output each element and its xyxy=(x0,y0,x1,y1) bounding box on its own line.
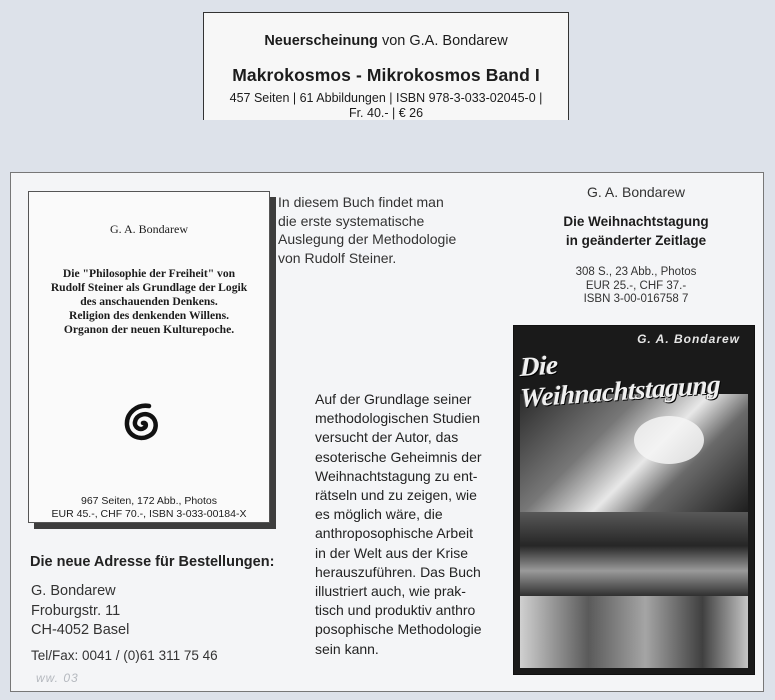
description-line: methodologischen Studien xyxy=(315,410,481,427)
announcement-lead-bold: Neuerscheinung xyxy=(264,33,378,49)
announcement-title: Makrokosmos - Mikrokosmos Band I xyxy=(232,65,540,85)
description-line: versucht der Autor, das xyxy=(315,429,459,446)
description-line: illustriert auch, wie prak- xyxy=(315,583,466,600)
handwritten-note: ww. 03 xyxy=(36,671,79,685)
announcement-meta xyxy=(214,91,558,121)
description-line: in der Welt aus der Krise xyxy=(315,544,469,561)
cover-light-glow xyxy=(634,416,704,464)
description-line: posophische Methodologie xyxy=(315,621,482,638)
description-line: Weihnachtstagung zu ent- xyxy=(315,467,478,484)
book1-subtitle-line: Organon der neuen Kulturepoche. xyxy=(63,323,235,336)
announcement-lead xyxy=(204,33,568,49)
address-line: Froburgstr. 11 xyxy=(31,602,121,619)
description-line: herauszuführen. Das Buch xyxy=(315,563,481,580)
book2-author: G. A. Bondarew xyxy=(586,184,686,200)
intro-line: die erste systematische xyxy=(278,212,425,229)
book1-subtitle-line: des anschauenden Denkens. xyxy=(80,295,218,308)
description-line: anthroposophische Arbeit xyxy=(315,525,473,542)
book1-subtitle-line: Religion des denkenden Willens. xyxy=(69,309,229,322)
description-line: sein kann. xyxy=(315,640,379,657)
book2-meta-line3: ISBN 3-00-016758 7 xyxy=(583,293,689,305)
cover-photo-sky xyxy=(520,394,748,512)
address-block xyxy=(31,582,129,641)
cover-photo-building xyxy=(520,512,748,596)
book2-meta xyxy=(516,266,756,307)
book2-cover-image xyxy=(513,325,755,675)
address-line: G. Bondarew xyxy=(31,583,116,599)
description-line: Auf der Grundlage seiner xyxy=(315,391,472,407)
description-line: rätseln und zu zeigen, wie xyxy=(315,487,477,504)
spiral-icon xyxy=(117,397,169,449)
book1-subtitle-line: Rudolf Steiner als Grundlage der Logik xyxy=(50,281,248,294)
book-card-philosophie xyxy=(28,191,270,523)
book1-meta-line1: 967 Seiten, 172 Abb., Photos xyxy=(80,495,218,507)
announcement-meta-line2: Fr. 40.- | € 26 xyxy=(348,106,424,120)
address-heading: Die neue Adresse für Bestellungen: xyxy=(30,554,275,570)
book1-subtitle xyxy=(39,267,259,337)
cover-title: Die Weihnachtstagung xyxy=(520,349,721,414)
intro-line: Auslegung der Methodologie xyxy=(278,231,457,247)
book2-title-line2: in geänderter Zeitlage xyxy=(565,233,707,248)
book1-meta-line2: EUR 45.-, CHF 70.-, ISBN 3-033-00184-X xyxy=(51,508,247,520)
description-line: es möglich wäre, die xyxy=(315,506,443,523)
book2-title xyxy=(516,212,756,250)
cover-photo-ruins xyxy=(520,596,748,668)
description-line: esoterische Geheimnis der xyxy=(315,448,482,465)
book1-subtitle-line: Die "Philosophie der Freiheit" von xyxy=(62,267,236,280)
phone-fax: Tel/Fax: 0041 / (0)61 311 75 46 xyxy=(31,648,218,663)
address-line: CH-4052 Basel xyxy=(31,622,130,638)
book2-meta-line1: 308 S., 23 Abb., Photos xyxy=(575,266,697,278)
book2-title-line1: Die Weihnachtstagung xyxy=(563,214,709,229)
intro-line: von Rudolf Steiner. xyxy=(278,249,397,266)
announcement-box xyxy=(203,12,569,120)
announcement-meta-line1: 457 Seiten | 61 Abbildungen | ISBN 978-3-033-02045-0 | xyxy=(229,91,543,105)
description-line: tisch und produktiv anthro xyxy=(315,602,476,619)
cover-author: G. A. Bondarew xyxy=(637,332,740,346)
announcement-lead-rest: von G.A. Bondarew xyxy=(377,33,508,49)
description-paragraph xyxy=(315,390,515,659)
intro-paragraph xyxy=(278,193,498,267)
book1-meta xyxy=(29,495,269,521)
book1-author: G. A. Bondarew xyxy=(110,222,188,236)
intro-line: In diesem Buch findet man xyxy=(278,194,444,210)
book2-meta-line2: EUR 25.-, CHF 37.- xyxy=(585,279,687,292)
